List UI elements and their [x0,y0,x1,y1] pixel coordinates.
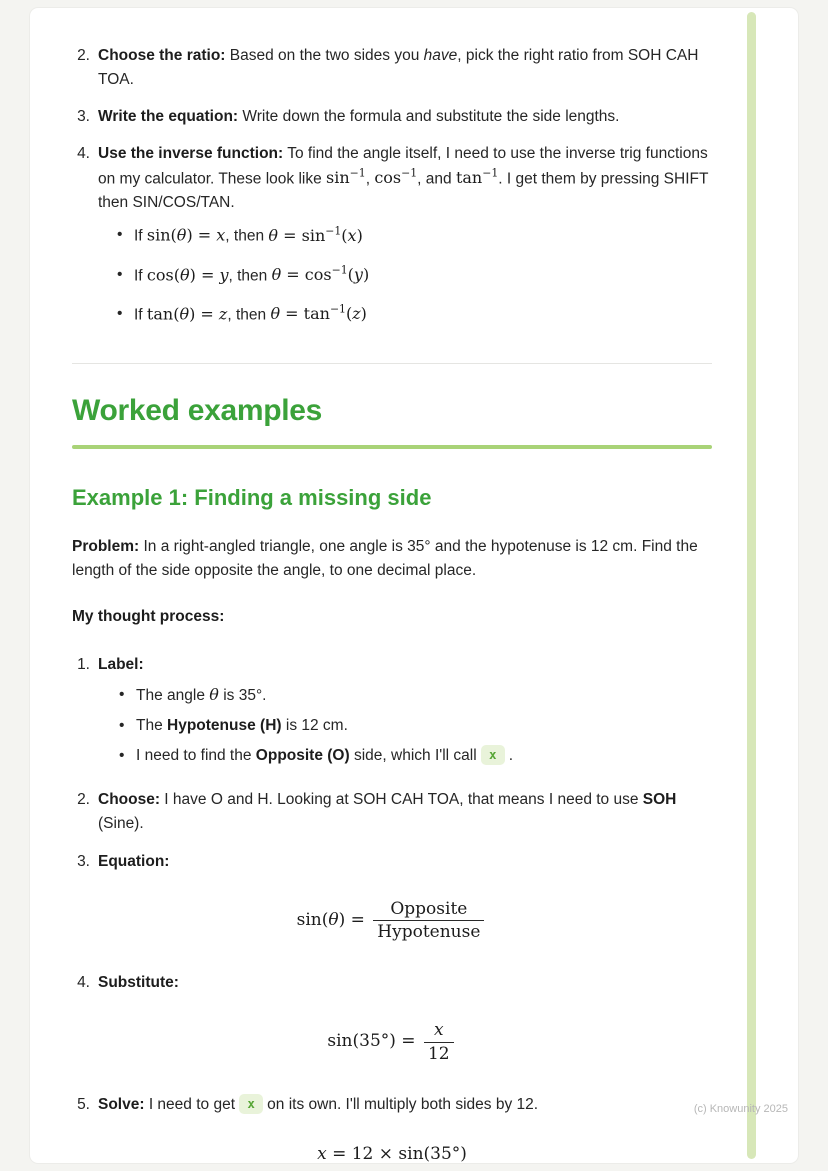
text-run: I need to get [144,1095,240,1113]
example-step-1 [72,653,712,774]
text-run: . I get them by pressing SHIFT then SIN/COS/TAN. [98,170,709,212]
math-fn: sin( [296,910,329,931]
section-divider [72,363,712,364]
math-inline-cos-inverse [374,168,417,187]
math-op: ( [345,304,353,324]
text-run: If [134,267,147,285]
math-inline [147,304,227,323]
variable-chip-x: x [481,745,505,765]
fraction [373,898,484,943]
watermark: (c) Knowunity 2025 [693,1103,788,1115]
math-fn: sin( [146,225,177,245]
step-text [98,653,712,677]
math-var: x [347,225,357,245]
step-text [98,105,712,129]
step-body [98,653,712,774]
bold-term: SOH [642,791,677,809]
step-body [98,850,712,874]
text-run: The angle [136,687,210,705]
section-heading: Worked examples [72,394,323,428]
text-run: , then [227,306,271,324]
heading-underline [72,445,712,449]
step-label: Label: [98,656,144,674]
step-text [98,44,712,92]
text-run: , [365,170,375,188]
math-inline [268,226,362,245]
step-body [98,1093,712,1117]
bullet-marker: • [117,265,123,283]
bullet-marker: • [119,686,125,704]
math-fn: cos [374,168,402,188]
notes-page [30,8,798,1163]
step-label: Solve: [98,1095,145,1113]
math-fn: tan( [146,304,180,324]
fraction [424,1019,454,1064]
text-run: . [504,747,514,765]
math-op: ) = [189,304,219,324]
example-step-4 [72,971,712,995]
text-run: Write down the formula and substitute the side lengths. [238,108,620,126]
step-text [98,971,712,995]
math-op: ) [356,225,363,245]
step-text [98,788,712,836]
math-op: ( [341,225,348,245]
math-var: θ [176,225,187,245]
step-body [98,105,712,129]
step-label: Substitute: [98,974,179,992]
text-run: is 35°. [218,687,267,705]
variable-chip-x: x [239,1094,263,1114]
bullet-marker: • [117,226,123,244]
math-op: ) [362,265,370,285]
thought-process-label: My thought process: [72,608,225,626]
example-heading: Example 1: Finding a missing side [72,484,432,510]
text-run: on its own. I'll multiply both sides by 12. [262,1095,539,1113]
example-step-3 [72,850,712,874]
list-item [117,263,712,288]
bullet-text [134,302,367,327]
equation-sine-ratio [72,898,712,943]
text-run: Based on the two sides you [225,47,424,64]
math-sup: −1 [325,224,342,238]
math-inline [272,265,370,284]
math-var: θ [179,304,190,324]
math-var: θ [268,225,279,245]
bullet-text [136,683,266,708]
math-fn: sin [326,168,350,188]
text-run: (Sine). [98,815,144,833]
text-run: , then [225,227,269,245]
text-run: If [134,306,147,324]
math-inline [270,304,366,323]
text-run: I have O and H. Looking at SOH CAH TOA, that means I need to use [160,791,643,809]
step-label: Use the inverse function: [98,145,284,163]
text-run: If [134,227,147,245]
math-var: x [216,225,226,245]
math-inline-tan-inverse [456,168,498,187]
bullet-marker: • [119,717,125,735]
method-step-4 [72,142,712,341]
text-run: I need to find the [136,747,256,765]
math-fn: cos [304,265,332,285]
math-op: = 12 × sin(35°) [326,1143,467,1163]
text-run: In a right-angled triangle, one angle is 35° and the hypotenuse is 12 cm. Find the length of the side opposite the angle, to one decimal place. [72,538,698,580]
method-step-3 [72,105,712,129]
step-number: 4. [77,974,90,992]
step-text [98,850,712,874]
math-var: θ [179,265,190,285]
math-var: z [352,304,361,324]
math-op: = [278,225,302,245]
step-body [98,44,712,92]
list-item [119,683,712,708]
math-fn: tan [455,168,483,188]
step-body [98,142,712,341]
math-op: ) [360,304,367,324]
step-number: 2. [77,791,90,809]
math-sup: −1 [482,167,499,181]
fraction-denominator: Hypotenuse [373,920,484,943]
math-var-theta: θ [209,685,219,705]
text-run: , then [228,267,272,285]
step-text [98,142,712,215]
math-var: x [317,1143,327,1163]
bullet-text [134,223,363,248]
step-number: 5. [77,1095,90,1113]
step-body [98,788,712,836]
problem-statement [72,535,712,583]
step-number: 2. [77,47,90,64]
inverse-rules-list [98,223,712,327]
page-content [30,8,712,1163]
math-fn: sin(35°) = [327,1031,421,1052]
list-item [119,714,712,738]
example-step-5 [72,1093,712,1117]
math-var: y [353,265,363,285]
math-op: ) = [338,910,371,931]
fraction-numerator: Opposite [390,899,468,920]
math-op: = [281,265,305,285]
math-var: θ [271,265,282,285]
math-op: ) = [186,225,217,245]
math-inline-sin-inverse [326,168,366,187]
bold-term: Hypotenuse (H) [167,717,282,735]
right-accent-bar [747,12,756,1159]
text-run: , and [417,170,456,188]
math-inline [147,265,229,284]
math-fn: tan [303,304,330,324]
math-op: ( [347,265,354,285]
math-fn: cos( [146,265,180,285]
step-label: Choose the ratio: [98,47,226,64]
example-step-2 [72,788,712,836]
bold-term: Opposite (O) [255,747,350,765]
text-run: side, which I'll call [349,747,481,765]
math-sup: −1 [349,167,366,181]
bullet-marker: • [117,305,123,323]
text-run: The [136,717,168,735]
problem-label: Problem: [72,538,140,556]
math-sup: −1 [401,167,418,181]
math-sup: −1 [331,263,348,277]
step-number: 4. [77,145,90,163]
text-run: To find the angle itself, I need to use the inverse trig functions on my calculator. These look like [98,145,708,188]
bullet-marker: • [119,747,125,765]
step-number: 3. [77,853,90,871]
list-item [119,744,712,768]
step-label: Choose: [98,791,160,809]
label-bullets [98,683,712,768]
math-var: θ [328,910,339,931]
example-steps-list [72,653,712,1163]
equation-solve [72,1141,712,1163]
bullet-text [134,263,369,288]
math-sup: −1 [329,303,346,317]
bullet-text [136,714,348,738]
method-step-2 [72,44,712,92]
fraction-numerator: x [433,1020,444,1041]
step-label: Write the equation: [98,108,239,126]
math-var: y [219,265,229,285]
math-inline [147,226,225,245]
fraction-denominator: 12 [424,1042,454,1065]
italic-text: have [423,47,458,64]
math-var: z [218,304,228,324]
math-var: θ [270,304,281,324]
equation-substituted [72,1019,712,1064]
step-number: 1. [77,656,90,674]
math-op: = [280,304,304,324]
step-body [98,971,712,995]
list-item [117,223,712,248]
text-run: is 12 cm. [281,717,348,735]
step-text [98,1093,712,1117]
bullet-text [136,744,513,768]
list-item [117,302,712,327]
math-op: ) = [189,265,220,285]
text-run: , pick the right ratio from SOH CAH TOA. [98,47,699,89]
step-number: 3. [77,108,90,126]
step-label: Equation: [98,853,170,871]
math-fn: sin [301,225,326,245]
